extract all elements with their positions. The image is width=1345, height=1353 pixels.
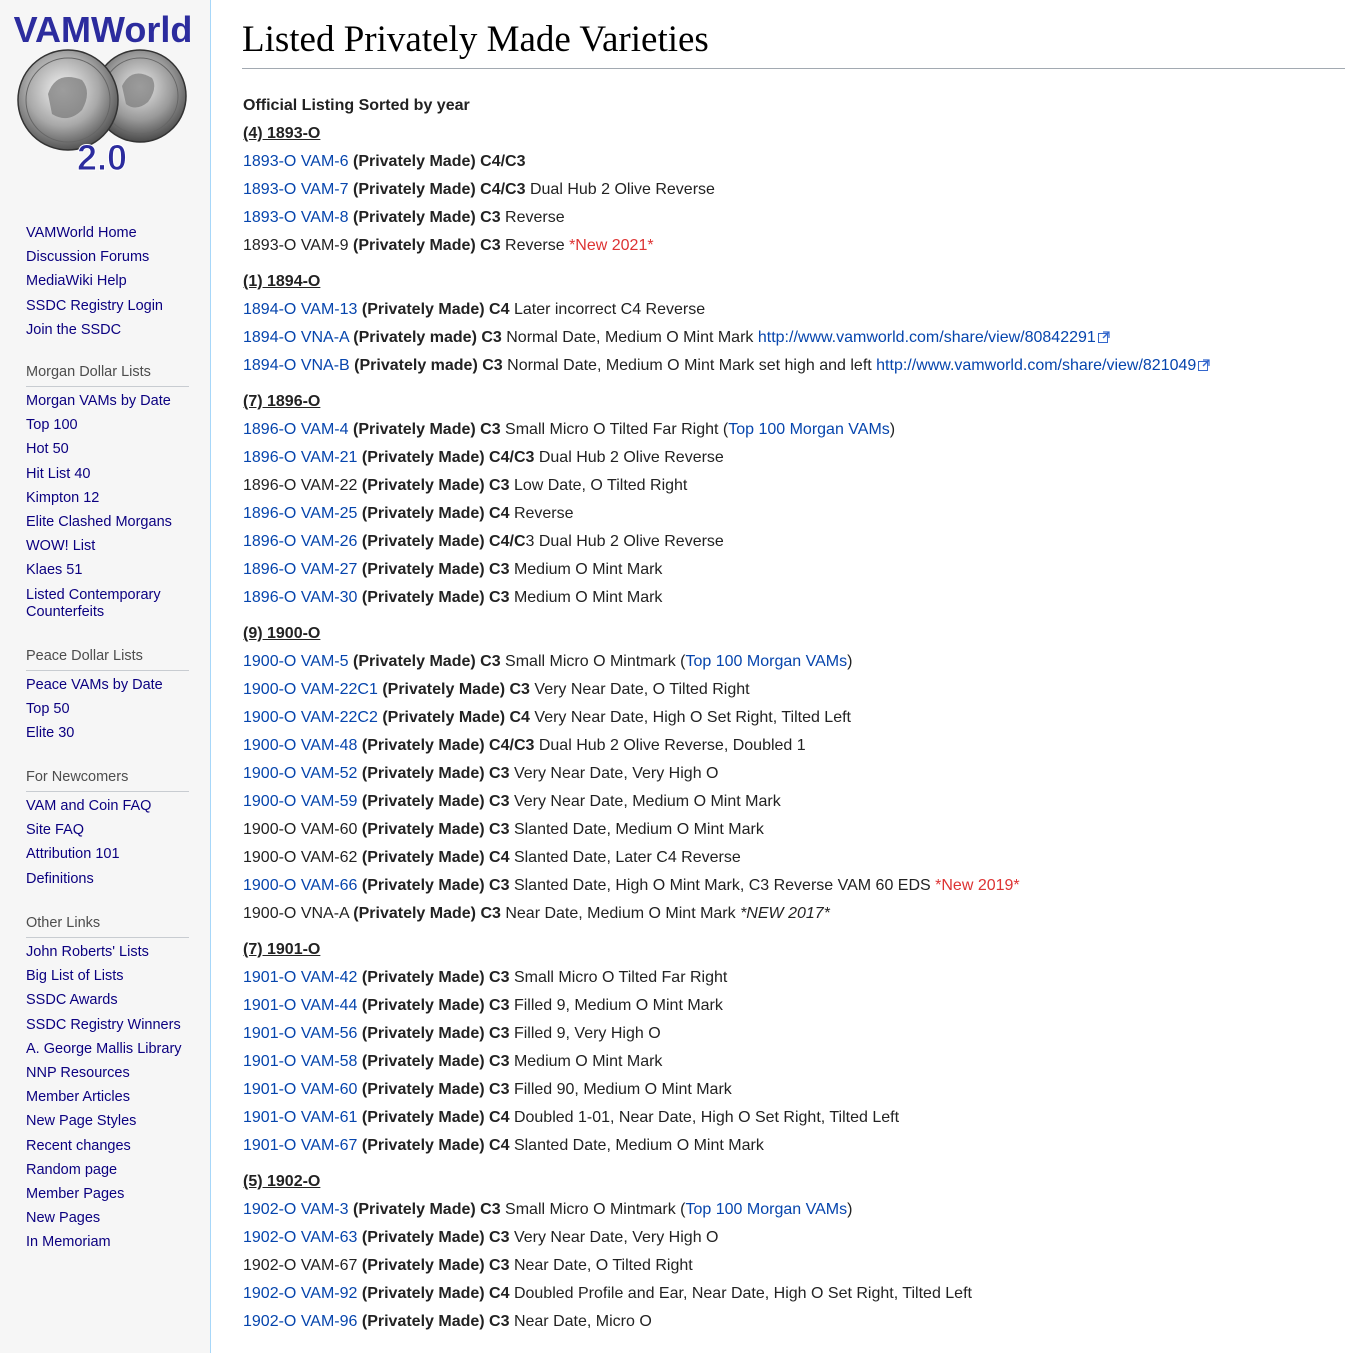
die-type: C4/C3 [480,153,526,170]
external-share-link[interactable]: http://www.vamworld.com/share/view/821049 [876,357,1197,374]
variety-row [243,964,1343,992]
nav-top-100[interactable]: Top 100 [26,417,78,434]
year-group-title: (9) 1900-O [243,625,321,642]
die-type: C3 [480,653,501,670]
nav-in-memoriam[interactable]: In Memoriam [26,1234,111,1251]
die-type: C3 [480,209,501,226]
variety-row [243,844,1343,872]
year-group-title: (7) 1901-O [243,941,321,958]
year-group [243,388,1343,612]
die-type: C4 [489,301,510,318]
nav-ssdc-registry-login[interactable]: SSDC Registry Login [26,297,163,314]
variety-link[interactable]: 1900-O VAM-48 [243,737,358,754]
variety-row [243,704,1343,732]
privately-made-tag: (Privately Made) [361,793,485,810]
nav-listed-contemporary-counterfeits[interactable]: Listed Contemporary Counterfeits [26,586,161,620]
article-body [243,92,1343,1344]
variety-description: Low Date, O Tilted Right [509,477,688,494]
privately-made-tag: (Privately Made) [361,821,485,838]
die-type: C3 [480,905,501,922]
privately-made-tag: (Privately Made) [361,737,485,754]
variety-row [243,1020,1343,1048]
nav-join-ssdc[interactable]: Join the SSDC [26,321,122,338]
year-group-title: (7) 1896-O [243,393,321,410]
die-type: C3 [489,1313,510,1330]
closing-paren: ) [847,653,853,670]
variety-description: Small Micro O Mintmark ( [500,1201,686,1218]
nav-john-roberts-lists[interactable]: John Roberts' Lists [26,944,149,960]
top-100-morgan-vams-link[interactable]: Top 100 Morgan VAMs [685,653,848,670]
variety-link[interactable]: 1896-O VAM-26 [243,533,358,550]
privately-made-tag: (Privately Made) [361,1137,485,1154]
nav-mediawiki-help[interactable]: MediaWiki Help [26,273,127,290]
variety-link[interactable]: 1900-O VAM-60 [243,821,358,838]
variety-row [243,1076,1343,1104]
variety-link[interactable]: 1901-O VAM-42 [243,969,358,986]
nav-ssdc-registry-winners[interactable]: SSDC Registry Winners [26,1016,181,1033]
variety-row [243,556,1343,584]
die-type: C3 [481,329,502,346]
site-logo[interactable] [14,8,192,178]
variety-description: Later incorrect C4 Reverse [509,301,706,318]
variety-link[interactable]: 1900-O VAM-5 [243,653,349,670]
variety-row [243,204,1343,232]
privately-made-tag: (Privately Made) [352,209,476,226]
privately-made-tag: (Privately Made) [352,237,476,254]
variety-link[interactable]: 1900-O VAM-59 [243,793,358,810]
variety-link[interactable]: 1902-O VAM-63 [243,1229,358,1246]
variety-description: Very Near Date, Very High O [509,1229,719,1246]
variety-description: Reverse [509,505,574,522]
variety-description: Medium O Mint Mark [509,1053,663,1070]
variety-row [243,500,1343,528]
variety-link[interactable]: 1894-O VAM-13 [243,301,358,318]
die-type: C3 [480,237,501,254]
variety-description: Slanted Date, Medium O Mint Mark [509,1137,764,1154]
die-type: C3 [489,969,510,986]
variety-link[interactable]: 1901-O VAM-67 [243,1137,358,1154]
variety-link[interactable]: 1902-O VAM-67 [243,1257,358,1274]
die-type: C3 [489,1053,510,1070]
variety-link[interactable]: 1893-O VAM-9 [243,237,349,254]
nav-heading-morgan: Morgan Dollar Lists [26,364,189,387]
die-type: C3 [489,1229,510,1246]
die-type: C3 [489,1081,510,1098]
variety-description: Normal Date, Medium O Mint Mark [501,329,758,346]
variety-description: Reverse [500,209,565,226]
nav-ssdc-awards[interactable]: SSDC Awards [26,992,118,1009]
year-group [243,120,1343,260]
nav-site-faq[interactable]: Site FAQ [26,822,85,839]
variety-link[interactable]: 1902-O VAM-3 [243,1201,349,1218]
nav-klaes-51[interactable]: Klaes 51 [26,562,83,579]
variety-description: Slanted Date, Medium O Mint Mark [509,821,764,838]
die-type: C3 [489,997,510,1014]
die-type: C3 [509,681,530,698]
variety-description: Dual Hub 2 Olive Reverse [525,181,715,198]
privately-made-tag: (Privately Made) [361,969,485,986]
privately-made-tag: (Privately Made) [361,1285,485,1302]
die-type: C3 [489,765,510,782]
nav-new-page-styles[interactable]: New Page Styles [26,1113,137,1130]
nav-attribution-101[interactable]: Attribution 101 [26,846,120,863]
variety-link[interactable]: 1896-O VAM-22 [243,477,358,494]
variety-description: Doubled Profile and Ear, Near Date, High O Set Right, Tilted Left [509,1285,972,1302]
nav-discussion-forums[interactable]: Discussion Forums [26,249,150,266]
variety-row [243,760,1343,788]
privately-made-tag: (Privately Made) [382,709,506,726]
variety-row [243,1048,1343,1076]
variety-link[interactable]: 1901-O VAM-44 [243,997,358,1014]
variety-description: Near Date, Medium O Mint Mark [500,905,741,922]
variety-description: Very Near Date, O Tilted Right [529,681,750,698]
variety-link[interactable]: 1894-O VNA-B [243,357,350,374]
variety-link[interactable]: 1902-O VAM-96 [243,1313,358,1330]
privately-made-tag: (Privately Made) [361,301,485,318]
nav-elite-30[interactable]: Elite 30 [26,725,75,742]
variety-groups [243,120,1343,1336]
nav-member-articles[interactable]: Member Articles [26,1089,130,1106]
page-title: Listed Privately Made Varieties [242,18,1345,69]
variety-description: Near Date, O Tilted Right [509,1257,693,1274]
variety-description: Very Near Date, Medium O Mint Mark [509,793,781,810]
new-note: *NEW 2017* [740,905,830,922]
top-100-morgan-vams-link[interactable]: Top 100 Morgan VAMs [685,1201,848,1218]
variety-description: Normal Date, Medium O Mint Mark set high and left [502,357,877,374]
variety-description: Small Micro O Tilted Far Right ( [500,421,729,438]
top-100-morgan-vams-link[interactable]: Top 100 Morgan VAMs [728,421,890,438]
privately-made-tag: (Privately Made) [353,905,476,922]
year-group [243,620,1343,928]
variety-link[interactable]: 1896-O VAM-4 [243,421,349,438]
variety-description: Slanted Date, Later C4 Reverse [509,849,741,866]
nav-elite-clashed-morgans[interactable]: Elite Clashed Morgans [26,513,172,530]
nav-wow-list[interactable]: WOW! List [26,538,96,555]
variety-link[interactable]: 1896-O VAM-30 [243,589,358,606]
privately-made-tag: (Privately Made) [352,1201,476,1218]
privately-made-tag: (Privately Made) [361,1081,485,1098]
svg-text:VAMWorld: VAMWorld [14,9,192,50]
variety-description: Very Near Date, High O Set Right, Tilted Left [529,709,851,726]
year-group-title: (1) 1894-O [243,273,321,290]
variety-link[interactable]: 1893-O VAM-8 [243,209,349,226]
nav-heading-other: Other Links [26,915,189,938]
die-type: C4 [489,505,510,522]
variety-link[interactable]: 1900-O VAM-22C1 [243,681,378,698]
variety-row [243,1196,1343,1224]
new-badge: *New 2021* [569,237,654,254]
variety-row [243,1252,1343,1280]
variety-link[interactable]: 1902-O VAM-92 [243,1285,358,1302]
die-type: C4 [489,1109,510,1126]
svg-text:2.0: 2.0 [76,137,128,178]
die-type: C3 [489,821,510,838]
variety-link[interactable]: 1893-O VAM-6 [243,153,349,170]
variety-link[interactable]: 1896-O VAM-27 [243,561,358,578]
variety-description: Doubled 1-01, Near Date, High O Set Right, Tilted Left [509,1109,900,1126]
variety-row [243,472,1343,500]
variety-row [243,528,1343,556]
die-type: C3 [480,421,501,438]
variety-row [243,732,1343,760]
new-badge: *New 2019* [935,877,1020,894]
variety-row [243,1104,1343,1132]
die-type: C3 [489,477,510,494]
die-type: C3 [489,561,510,578]
die-type: C4/C3 [489,737,535,754]
closing-paren: ) [847,1201,853,1218]
die-type: C4/C3 [489,449,535,466]
variety-description: Small Micro O Tilted Far Right [509,969,728,986]
nav-new-pages[interactable]: New Pages [26,1210,101,1227]
variety-link[interactable]: 1900-O VAM-52 [243,765,358,782]
listing-subtitle: Official Listing Sorted by year [243,97,470,114]
variety-link[interactable]: 1900-O VNA-A [243,905,349,922]
die-type: C3 [482,357,503,374]
variety-description: Filled 9, Very High O [509,1025,661,1042]
nav-newcomers-section [26,769,196,895]
variety-link[interactable]: 1893-O VAM-7 [243,181,349,198]
variety-description: 3 Dual Hub 2 Olive Reverse [525,533,724,550]
nav-heading-peace: Peace Dollar Lists [26,648,189,671]
sidebar [0,0,210,1353]
die-type: C4 [489,1137,510,1154]
variety-description: Reverse [500,237,570,254]
die-type: C4/C [489,533,526,550]
nav-hit-list-40[interactable]: Hit List 40 [26,465,91,482]
variety-description: Near Date, Micro O [509,1313,652,1330]
die-type: C4 [509,709,530,726]
privately-made-tag: (Privately Made) [361,1025,485,1042]
variety-row [243,992,1343,1020]
privately-made-tag: (Privately Made) [352,181,476,198]
privately-made-tag: (Privately Made) [361,765,485,782]
nav-definitions[interactable]: Definitions [26,870,94,887]
nav-morgan-section [26,364,196,629]
variety-description: Filled 90, Medium O Mint Mark [509,1081,732,1098]
die-type: C3 [489,1257,510,1274]
variety-row [243,416,1343,444]
die-type: C4 [489,1285,510,1302]
nav-hot-50[interactable]: Hot 50 [26,441,69,458]
variety-description: Filled 9, Medium O Mint Mark [509,997,723,1014]
variety-row [243,352,1343,380]
privately-made-tag: (Privately Made) [352,421,476,438]
variety-link[interactable]: 1896-O VAM-21 [243,449,358,466]
variety-description: Slanted Date, High O Mint Mark, C3 Reverse VAM 60 EDS [509,877,936,894]
nav-peace-vams-by-date[interactable]: Peace VAMs by Date [26,677,163,693]
variety-row [243,176,1343,204]
variety-link[interactable]: 1901-O VAM-58 [243,1053,358,1070]
privately-made-tag: (Privately Made) [361,877,485,894]
privately-made-tag: (Privately made) [353,329,477,346]
nav-big-list-of-lists[interactable]: Big List of Lists [26,968,124,985]
nav-other-section [26,915,196,1258]
privately-made-tag: (Privately Made) [361,1109,485,1126]
variety-description: Medium O Mint Mark [509,589,663,606]
variety-link[interactable]: 1900-O VAM-66 [243,877,358,894]
variety-link[interactable]: 1900-O VAM-22C2 [243,709,378,726]
nav-top-50[interactable]: Top 50 [26,701,70,718]
variety-row [243,676,1343,704]
privately-made-tag: (Privately Made) [361,505,485,522]
nav-recent-changes[interactable]: Recent changes [26,1137,131,1154]
privately-made-tag: (Privately Made) [352,653,476,670]
privately-made-tag: (Privately Made) [361,449,485,466]
variety-row [243,148,1343,176]
nav-random-page[interactable]: Random page [26,1161,118,1178]
variety-description: Dual Hub 2 Olive Reverse [534,449,724,466]
die-type: C3 [489,589,510,606]
die-type: C3 [489,877,510,894]
main-content [210,0,1345,1353]
variety-row [243,1224,1343,1252]
nav-mallis-library[interactable]: A. George Mallis Library [26,1040,182,1057]
privately-made-tag: (Privately Made) [361,561,485,578]
nav-nnp-resources[interactable]: NNP Resources [26,1064,130,1081]
variety-link[interactable]: 1894-O VNA-A [243,329,349,346]
variety-link[interactable]: 1900-O VAM-62 [243,849,358,866]
variety-row [243,788,1343,816]
nav-morgan-vams-by-date[interactable]: Morgan VAMs by Date [26,393,171,409]
year-group [243,936,1343,1160]
privately-made-tag: (Privately Made) [361,849,485,866]
variety-row [243,648,1343,676]
variety-row [243,816,1343,844]
variety-row [243,584,1343,612]
variety-row [243,296,1343,324]
privately-made-tag: (Privately Made) [361,1257,485,1274]
privately-made-tag: (Privately made) [354,357,478,374]
variety-row [243,444,1343,472]
year-group [243,268,1343,380]
nav-peace-section [26,648,196,750]
variety-description: Small Micro O Mintmark ( [500,653,686,670]
nav-top [26,225,196,346]
privately-made-tag: (Privately Made) [361,1313,485,1330]
privately-made-tag: (Privately Made) [352,153,476,170]
variety-link[interactable]: 1901-O VAM-56 [243,1025,358,1042]
variety-description: Very Near Date, Very High O [509,765,719,782]
nav-member-pages[interactable]: Member Pages [26,1185,125,1202]
external-share-link[interactable]: http://www.vamworld.com/share/view/80842291 [757,329,1096,346]
closing-paren: ) [889,421,896,438]
variety-row [243,900,1343,928]
die-type: C3 [480,1201,501,1218]
variety-link[interactable]: 1896-O VAM-25 [243,505,358,522]
die-type: C3 [489,1025,510,1042]
die-type: C4 [489,849,510,866]
variety-row [243,232,1343,260]
privately-made-tag: (Privately Made) [361,997,485,1014]
privately-made-tag: (Privately Made) [361,1053,485,1070]
nav-vam-coin-faq[interactable]: VAM and Coin FAQ [26,798,152,814]
variety-link[interactable]: 1901-O VAM-61 [243,1109,358,1126]
privately-made-tag: (Privately Made) [361,1229,485,1246]
external-link-icon[interactable] [1198,359,1210,371]
variety-description: Medium O Mint Mark [509,561,663,578]
year-group-title: (4) 1893-O [243,125,321,142]
die-type: C3 [489,793,510,810]
privately-made-tag: (Privately Made) [361,533,485,550]
die-type: C4/C3 [480,181,526,198]
variety-row [243,1132,1343,1160]
privately-made-tag: (Privately Made) [382,681,506,698]
variety-row [243,1280,1343,1308]
variety-link[interactable]: 1901-O VAM-60 [243,1081,358,1098]
variety-row [243,872,1343,900]
year-group-title: (5) 1902-O [243,1173,321,1190]
nav-vamworld-home[interactable]: VAMWorld Home [26,225,137,241]
year-group [243,1168,1343,1336]
coin-icon [14,8,192,178]
variety-description: Dual Hub 2 Olive Reverse, Doubled 1 [534,737,806,754]
variety-row [243,324,1343,352]
nav-heading-newcomers: For Newcomers [26,769,189,792]
nav-kimpton-12[interactable]: Kimpton 12 [26,489,100,506]
variety-row [243,1308,1343,1336]
external-link-icon[interactable] [1098,331,1110,343]
privately-made-tag: (Privately Made) [361,589,485,606]
privately-made-tag: (Privately Made) [361,477,485,494]
